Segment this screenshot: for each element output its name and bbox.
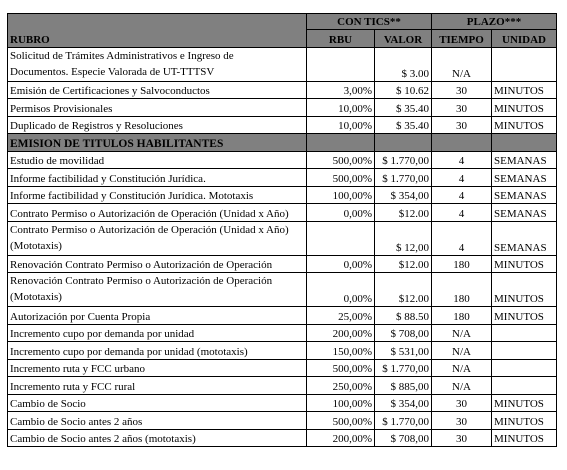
rubro-line-2: (Mototaxis) (10, 239, 62, 252)
header-con-tics: CON TICS** (307, 14, 432, 30)
unidad-cell: MINUTOS (492, 429, 557, 447)
valor-cell: $ 1.770,00 (375, 359, 432, 377)
tiempo-cell: N/A (432, 324, 492, 342)
valor-cell: $ 708,00 (375, 324, 432, 342)
header-row-groups (8, 14, 557, 30)
rubro-cell: Estudio de movilidad (8, 151, 307, 169)
table-row (8, 169, 557, 187)
rbu-cell: 100,00% (307, 394, 375, 412)
unidad-cell: SEMANAS (492, 169, 557, 187)
valor-cell: $12.00 (375, 273, 432, 307)
header-unidad: UNIDAD (492, 30, 557, 48)
rbu-cell: 500,00% (307, 359, 375, 377)
rubro-cell: Cambio de Socio antes 2 años (mototaxis) (8, 429, 307, 447)
rubro-cell (8, 47, 307, 81)
table-row (8, 273, 557, 307)
table-row (8, 47, 557, 81)
rubro-cell: Cambio de Socio antes 2 años (8, 412, 307, 430)
rubro-cell: Incremento cupo por demanda por unidad (mototaxis) (8, 342, 307, 360)
section-blank-cell (432, 134, 492, 152)
rubro-cell: Informe factibilidad y Constitución Jurídica. Mototaxis (8, 186, 307, 204)
rbu-cell (307, 47, 375, 81)
valor-cell: $ 1.770,00 (375, 412, 432, 430)
unidad-cell: MINUTOS (492, 255, 557, 273)
table-row (8, 116, 557, 134)
unidad-cell: MINUTOS (492, 116, 557, 134)
table-row (8, 255, 557, 273)
rbu-cell: 150,00% (307, 342, 375, 360)
rubro-line-1: Solicitud de Trámites Administrativos e Ingreso de (10, 49, 234, 62)
tariff-table (7, 13, 557, 447)
unidad-cell: SEMANAS (492, 186, 557, 204)
rubro-cell: Incremento cupo por demanda por unidad (8, 324, 307, 342)
rbu-cell (307, 221, 375, 255)
valor-cell: $ 354,00 (375, 186, 432, 204)
section-blank-cell (492, 134, 557, 152)
valor-cell: $ 708,00 (375, 429, 432, 447)
unidad-cell: SEMANAS (492, 221, 557, 255)
rbu-cell: 200,00% (307, 324, 375, 342)
unidad-cell: MINUTOS (492, 99, 557, 117)
valor-cell: $ 12,00 (375, 221, 432, 255)
table-row (8, 377, 557, 395)
rbu-cell: 25,00% (307, 307, 375, 325)
header-row-columns (8, 30, 557, 48)
table-row (8, 342, 557, 360)
rubro-cell (8, 221, 307, 255)
tiempo-cell: 4 (432, 186, 492, 204)
header-tiempo: TIEMPO (432, 30, 492, 48)
tiempo-cell: 30 (432, 99, 492, 117)
rbu-cell: 0,00% (307, 255, 375, 273)
rbu-cell: 3,00% (307, 81, 375, 99)
rubro-cell: Permisos Provisionales (8, 99, 307, 117)
unidad-cell: MINUTOS (492, 273, 557, 307)
unidad-cell (492, 377, 557, 395)
unidad-cell: MINUTOS (492, 412, 557, 430)
header-plazo: PLAZO*** (432, 14, 557, 30)
rbu-cell: 100,00% (307, 186, 375, 204)
rbu-cell: 10,00% (307, 116, 375, 134)
rbu-cell: 500,00% (307, 169, 375, 187)
unidad-cell (492, 359, 557, 377)
tiempo-cell: 180 (432, 255, 492, 273)
rbu-cell: 500,00% (307, 151, 375, 169)
section-blank-cell (375, 134, 432, 152)
header-blank-cell (8, 14, 307, 30)
valor-cell: $ 885,00 (375, 377, 432, 395)
valor-cell: $ 35.40 (375, 116, 432, 134)
tiempo-cell: 4 (432, 151, 492, 169)
header-rubro: RUBRO (8, 30, 307, 48)
valor-cell: $ 35.40 (375, 99, 432, 117)
rubro-line-2: (Mototaxis) (10, 291, 62, 303)
unidad-cell (492, 342, 557, 360)
rbu-cell: 500,00% (307, 412, 375, 430)
table-row (8, 324, 557, 342)
unidad-cell: SEMANAS (492, 151, 557, 169)
rubro-cell: Informe factibilidad y Constitución Jurídica. (8, 169, 307, 187)
rubro-cell: Cambio de Socio (8, 394, 307, 412)
tiempo-cell: 4 (432, 204, 492, 222)
rubro-cell: Incremento ruta y FCC rural (8, 377, 307, 395)
rubro-cell: Duplicado de Registros y Resoluciones (8, 116, 307, 134)
header-rbu: RBU (307, 30, 375, 48)
rubro-cell: Contrato Permiso o Autorización de Operación (Unidad x Año) (8, 204, 307, 222)
rubro-cell: Autorización por Cuenta Propia (8, 307, 307, 325)
rubro-line-1: Renovación Contrato Permiso o Autorización de Operación (10, 275, 273, 287)
table-row (8, 412, 557, 430)
unidad-cell (492, 324, 557, 342)
valor-cell: $ 88.50 (375, 307, 432, 325)
tiempo-cell: 4 (432, 169, 492, 187)
valor-cell: $12.00 (375, 204, 432, 222)
table-row (8, 394, 557, 412)
tiempo-cell: 180 (432, 307, 492, 325)
section-blank-cell (307, 134, 375, 152)
tariff-table-container (7, 13, 557, 447)
valor-cell: $ 10.62 (375, 81, 432, 99)
rbu-cell: 250,00% (307, 377, 375, 395)
table-row (8, 186, 557, 204)
table-row (8, 221, 557, 255)
tiempo-cell: N/A (432, 359, 492, 377)
valor-cell: $ 1.770,00 (375, 151, 432, 169)
rubro-cell: Incremento ruta y FCC urbano (8, 359, 307, 377)
unidad-cell: MINUTOS (492, 81, 557, 99)
table-row (8, 359, 557, 377)
valor-cell: $12.00 (375, 255, 432, 273)
table-row (8, 307, 557, 325)
tiempo-cell: 4 (432, 221, 492, 255)
valor-cell: $ 354,00 (375, 394, 432, 412)
tiempo-cell: N/A (432, 47, 492, 81)
unidad-cell: MINUTOS (492, 394, 557, 412)
rubro-cell: Renovación Contrato Permiso o Autorización de Operación (8, 255, 307, 273)
tiempo-cell: 30 (432, 116, 492, 134)
table-row (8, 99, 557, 117)
unidad-cell: MINUTOS (492, 307, 557, 325)
tiempo-cell: 30 (432, 429, 492, 447)
rbu-cell: 0,00% (307, 204, 375, 222)
rubro-cell (8, 273, 307, 307)
tiempo-cell: 30 (432, 394, 492, 412)
unidad-cell: SEMANAS (492, 204, 557, 222)
tiempo-cell: N/A (432, 342, 492, 360)
unidad-cell (492, 47, 557, 81)
section-title: EMISION DE TITULOS HABILITANTES (8, 134, 307, 152)
table-row (8, 204, 557, 222)
table-row (8, 81, 557, 99)
rubro-cell: Emisión de Certificaciones y Salvoconductos (8, 81, 307, 99)
rbu-cell: 10,00% (307, 99, 375, 117)
header-valor: VALOR (375, 30, 432, 48)
rbu-cell: 0,00% (307, 273, 375, 307)
table-row (8, 151, 557, 169)
valor-cell: $ 1.770,00 (375, 169, 432, 187)
tiempo-cell: 180 (432, 273, 492, 307)
valor-cell: $ 531,00 (375, 342, 432, 360)
tiempo-cell: 30 (432, 412, 492, 430)
tiempo-cell: N/A (432, 377, 492, 395)
valor-cell: $ 3.00 (375, 47, 432, 81)
table-row (8, 429, 557, 447)
rubro-line-1: Contrato Permiso o Autorización de Operación (Unidad x Año) (10, 223, 289, 236)
section-header-row (8, 134, 557, 152)
tiempo-cell: 30 (432, 81, 492, 99)
rubro-line-2: Documentos. Especie Valorada de UT-TTTSV (10, 65, 215, 78)
rbu-cell: 200,00% (307, 429, 375, 447)
